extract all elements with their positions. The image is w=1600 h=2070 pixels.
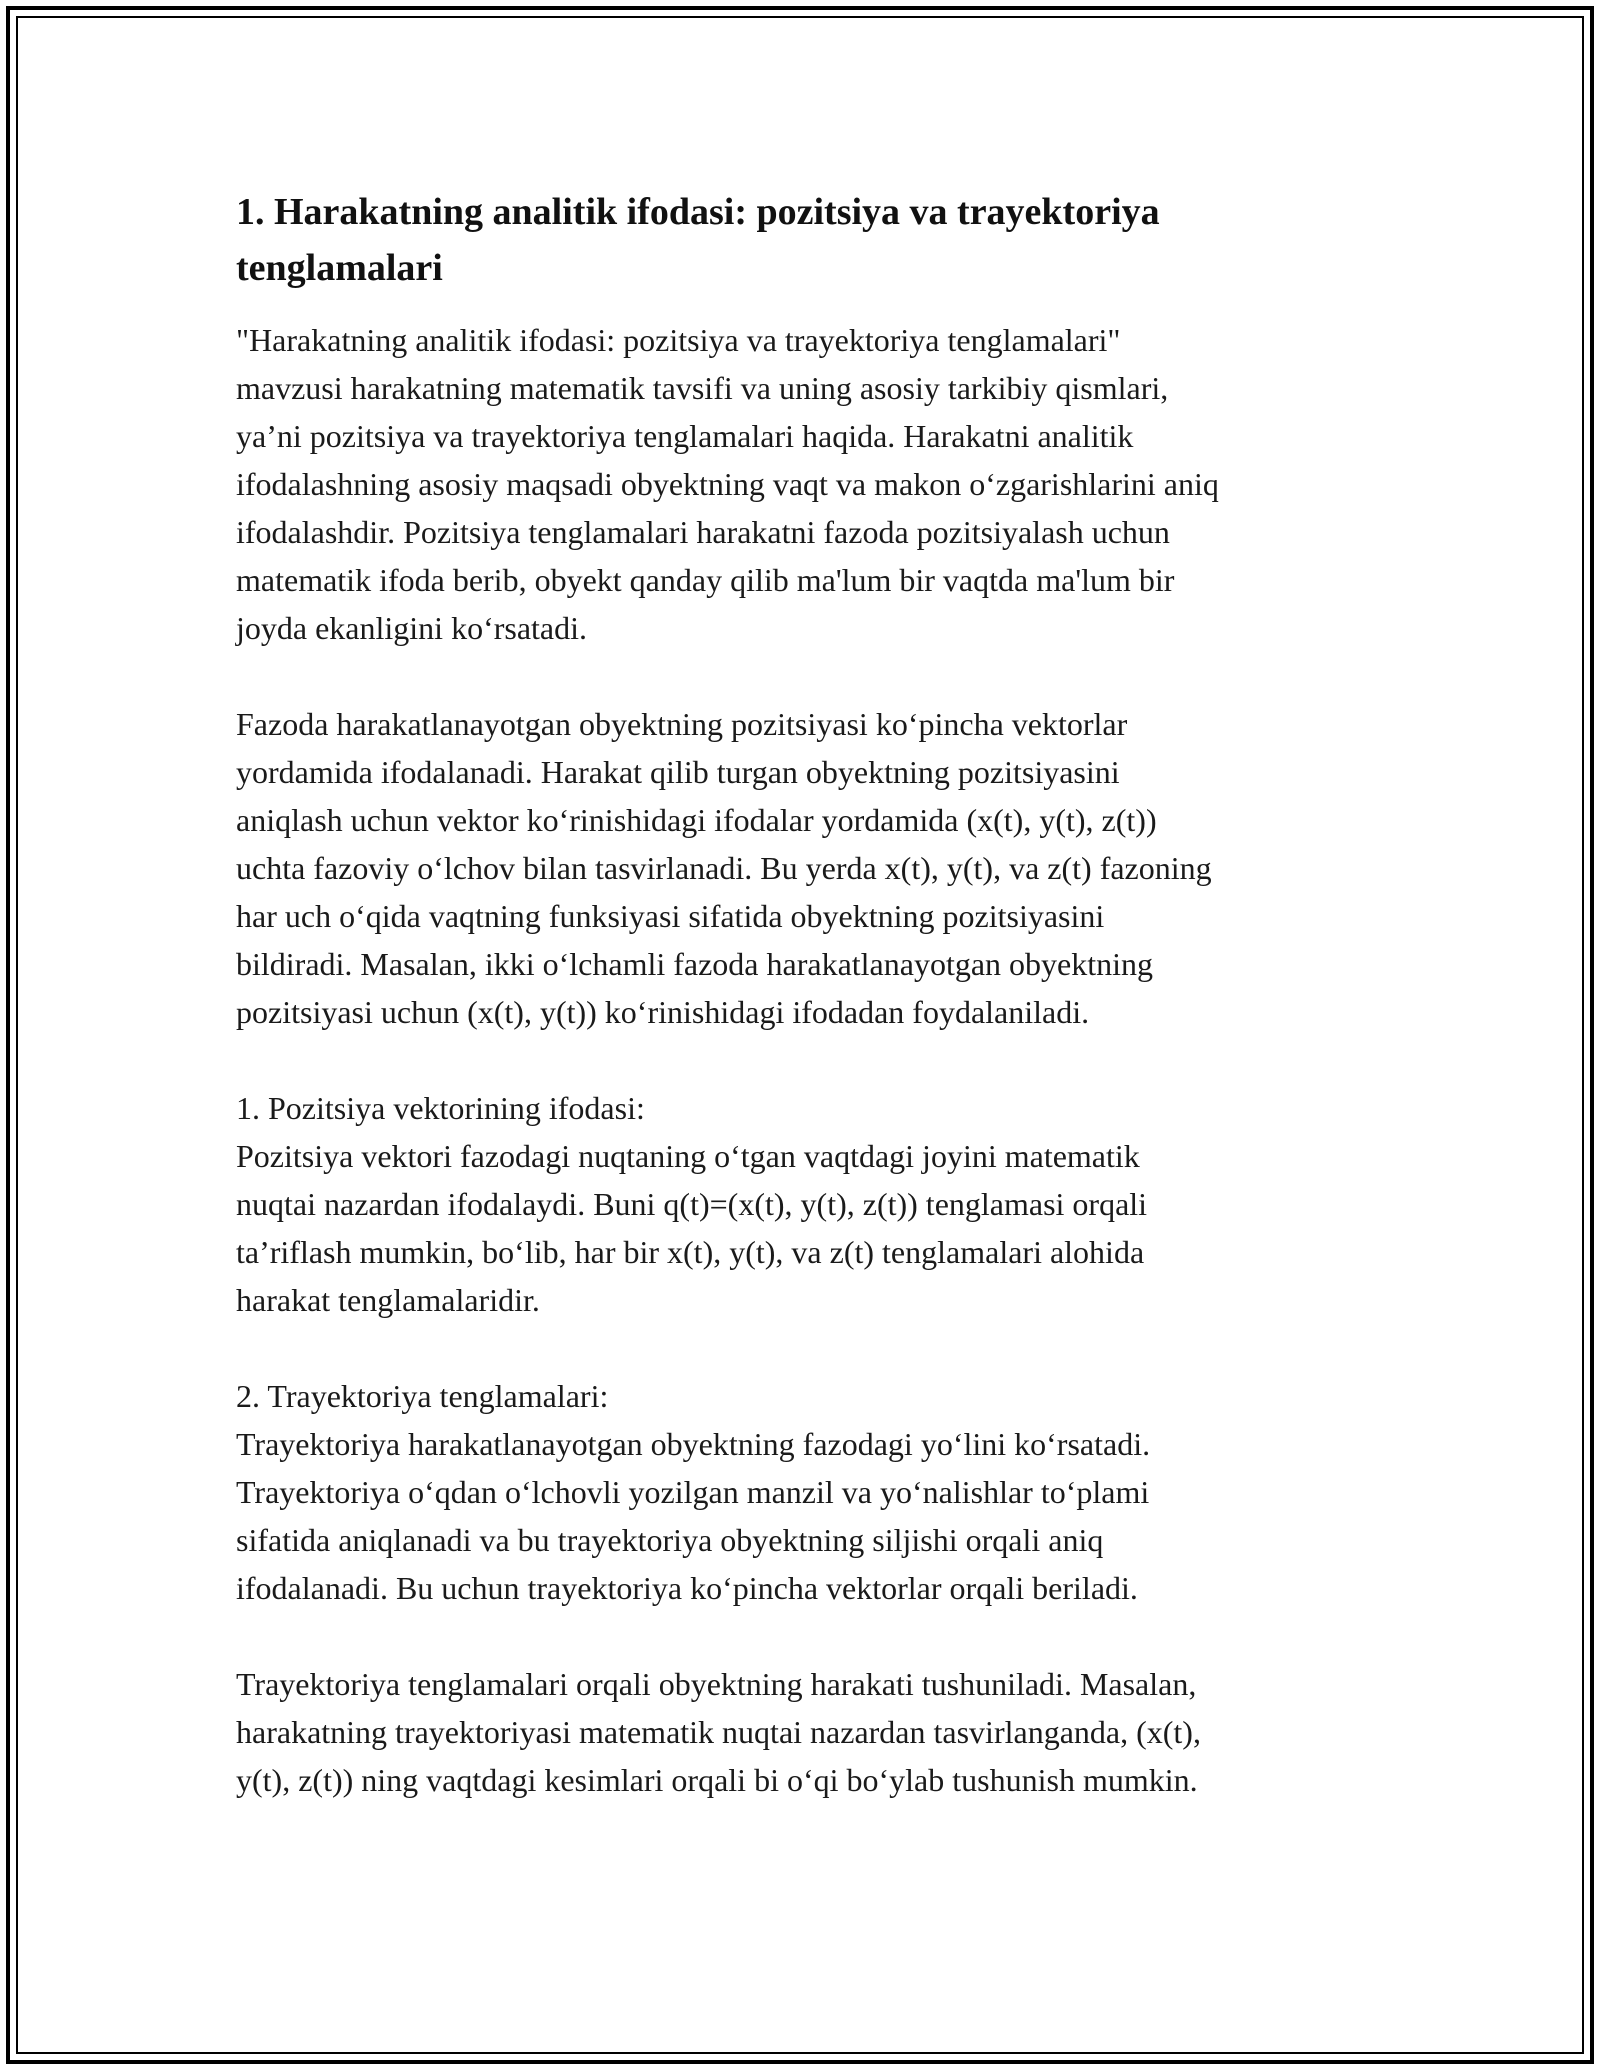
paragraph-gap [236, 652, 1366, 700]
document-title: 1. Harakatning analitik ifodasi: pozitsiya va trayektoriya tenglamalari [236, 191, 1160, 289]
paragraph-intro: "Harakatning analitik ifodasi: pozitsiya va trayektoriya tenglamalari" mavzusi harakatning matematik tavsifi va uning asosiy tarkibiy qismlari, ya’ni pozitsiya va trayektoriya tenglamalari haqida. Harakatni analitik ifodalashning asosiy maqsadi obyektning vaqt va makon o‘zgarishlarini aniq ifodalashdir. Pozitsiya tenglamalari harakatni fazoda pozitsiyalash uchun matematik ifoda berib, obyekt qanday qilib ma'lum bir vaqtda ma'lum bir joyda ekanligini ko‘rsatadi. [236, 322, 1219, 646]
paragraph-gap [236, 1612, 1366, 1660]
paragraph-position-vector-expression: 1. Pozitsiya vektorining ifodasi: Pozitsiya vektori fazodagi nuqtaning o‘tgan vaqtdagi joyini matematik nuqtai nazardan ifodalaydi. Buni q(t)=(x(t), y(t), z(t)) tenglamasi orqali ta’riflash mumkin, bo‘lib, har bir x(t), y(t), va z(t) tenglamalari alohida harakat tenglamalaridir. [236, 1090, 1148, 1318]
paragraph-conclusion: Trayektoriya tenglamalari orqali obyektning harakati tushuniladi. Masalan, harakatning trayektoriyasi matematik nuqtai nazardan tasvirlanganda, (x(t), y(t), z(t)) ning vaqtdagi kesimlari orqali bi o‘qi bo‘ylab tushunish mumkin. [236, 1666, 1201, 1798]
paragraph-gap [236, 1036, 1366, 1084]
document-body [236, 184, 1366, 1804]
paragraph-trajectory-equations: 2. Trayektoriya tenglamalari: Trayektoriya harakatlanayotgan obyektning fazodagi yo‘lini ko‘rsatadi. Trayektoriya o‘qdan o‘lchovli yozilgan manzil va yo‘nalishlar to‘plami sifatida aniqlanadi va bu trayektoriya obyektning siljishi orqali aniq ifodalanadi. Bu uchun trayektoriya ko‘pincha vektorlar orqali beriladi. [236, 1378, 1151, 1606]
paragraph-gap [236, 1324, 1366, 1372]
paragraph-position-vectors: Fazoda harakatlanayotgan obyektning pozitsiyasi ko‘pincha vektorlar yordamida ifodalanadi. Harakat qilib turgan obyektning pozitsiyasini aniqlash uchun vektor ko‘rinishidagi ifodalar yordamida (x(t), y(t), z(t)) uchta fazoviy o‘lchov bilan tasvirlanadi. Bu yerda x(t), y(t), va z(t) fazoning har uch o‘qida vaqtning funksiyasi sifatida obyektning pozitsiyasini bildiradi. Masalan, ikki o‘lchamli fazoda harakatlanayotgan obyektning pozitsiyasi uchun (x(t), y(t)) ko‘rinishidagi ifodadan foydalaniladi. [236, 706, 1212, 1030]
